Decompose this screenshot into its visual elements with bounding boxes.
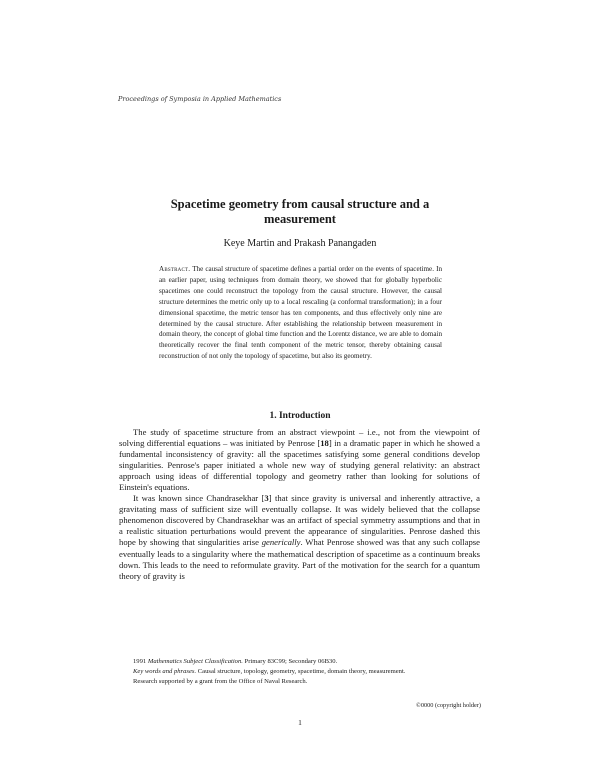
paragraph-2-text-a: It was known since Chandrasekhar [: [133, 493, 265, 504]
footnote-keywords: [119, 667, 480, 677]
footnote-msc-label: Mathematics Subject Classification.: [147, 658, 243, 665]
section-heading: 1. Introduction: [269, 411, 331, 421]
citation-chandrasekhar[interactable]: 3: [264, 493, 269, 504]
footnote-msc: [119, 657, 480, 667]
paragraph-1-text-b: ] in a dramatic paper in which he showed a fundamental inconsistency of gravity: all the spacetimes satisfying some general conditions develop singularities. Penrose's paper initiated a whole new way of studying general relativity: an abstract approach using ideas of differential topology and geometry rather than looking for solutions of Einstein's equations.: [119, 438, 481, 493]
paragraph-2-text-c: . What Penrose showed was that any such collapse eventually leads to a singularity where the mathematical description of spacetime as a continuum breaks down. This leads to the need to reformulate gravity. Part of the motivation for the search for a quantum theory of gravity is: [119, 537, 480, 581]
abstract: [159, 264, 442, 362]
footnote-msc-codes: Primary 83C99; Secondary 06B30.: [242, 658, 338, 665]
footnotes: [119, 657, 480, 687]
footnote-msc-year: 1991: [133, 658, 148, 665]
title-line-2: measurement: [264, 212, 336, 226]
abstract-text: The causal structure of spacetime defines a partial order on the events of spacetime. In an earlier paper, using techniques from domain theory, we showed that for globally hyperbolic spacetimes one could reconstruct the topology from the causal structure. However, the causal structure determines the metric only up to a local rescaling (a conformal transformation); in a four dimensional spacetime, the metric tensor has ten components, and thus effectively only nine are determined by the causal structure. After establishing the relationship between measurement in domain theory, the concept of global time function and the Lorentz distance, we are able to domain theoretically recover the final tenth component of the metric tensor, thereby obtaining causal reconstruction of not only the topology of spacetime, but also its geometry.: [159, 265, 442, 361]
paragraph-2: [119, 493, 480, 581]
authors: Keye Martin and Prakash Panangaden: [223, 238, 377, 249]
title-line-1: Spacetime geometry from causal structure and a: [170, 197, 430, 211]
paragraph-2-text-b: ] that since gravity is universal and inherently attractive, a gravitating mass of sufficient size will eventually collapse. It was widely believed that the collapse phenomenon discovered by Chandrasekhar was an artifact of special symmetry assumptions and that in a realistic situation perturbations would prevent the appearance of singularities. Penrose dashed this hope by showing that singularities arise: [119, 493, 480, 548]
citation-penrose[interactable]: 18: [320, 438, 329, 449]
paragraph-1: [119, 427, 480, 493]
body-text: [119, 427, 480, 582]
abstract-label: Abstract.: [159, 265, 191, 273]
running-header: Proceedings of Symposia in Applied Mathematics: [118, 95, 282, 103]
paper-title: [140, 197, 460, 227]
page-number: 1: [298, 718, 302, 727]
emphasis-generically: generically: [261, 537, 301, 548]
paragraph-1-text-a: The study of spacetime structure from an abstract viewpoint – i.e., not from the viewpoint of solving differential equations – was initiated by Penrose [: [119, 427, 480, 449]
footnote-keywords-text: Causal structure, topology, geometry, spacetime, domain theory, measurement.: [196, 667, 406, 675]
footnote-funding: Research supported by a grant from the Office of Naval Research.: [133, 677, 308, 685]
footnote-keywords-label: Key words and phrases.: [133, 667, 197, 675]
copyright-notice: ©0000 (copyright holder): [416, 702, 481, 709]
